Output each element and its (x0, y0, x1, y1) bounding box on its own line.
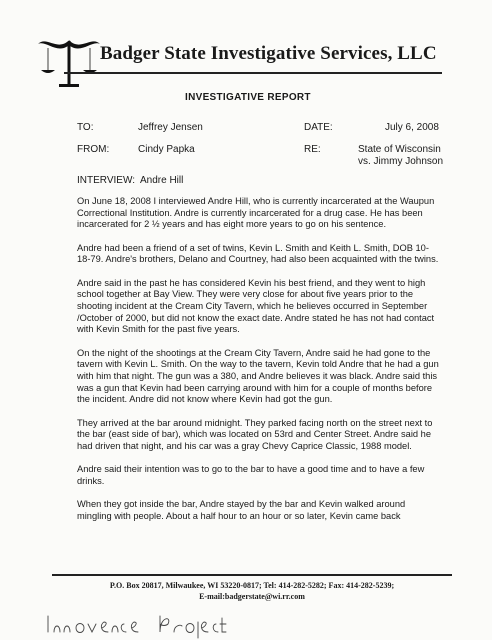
paragraph: Andre had been a friend of a set of twins, Kevin L. Smith and Keith L. Smith, DOB 10-18-79. Andre's brothers, Delano and Courtney, had also been acquainted with the twins. (77, 242, 439, 265)
re-label: RE: (304, 144, 321, 155)
footer-contact (52, 580, 452, 602)
to-label: TO: (77, 122, 94, 133)
to-value: Jeffrey Jensen (138, 122, 203, 133)
date-value: July 6, 2008 (385, 122, 439, 133)
paragraph: On June 18, 2008 I interviewed Andre Hill, who is currently incarcerated at the Waupun Correctional Institution. Andre is currently incarcerated for a drug case. He has been incarcerated for 2 ½ years and has eight more years to go on his sentence. (77, 196, 435, 230)
footer-address: P.O. Box 20817, Milwaukee, WI 53220-0817; Tel: 414-282-5282; Fax: 414-282-5239; (109, 581, 395, 590)
paragraph: They arrived at the bar around midnight. They parked facing north on the street next to the bar (east side of bar), which was located on 53rd and Center Street. Andre said he had driven that night, and his car was a gray Chevy Caprice Classic, 1988 model. (77, 417, 433, 451)
handwritten-note (40, 612, 340, 640)
report-title: INVESTIGATIVE REPORT (185, 92, 311, 103)
interview-line (77, 175, 183, 186)
date-label: DATE: (304, 122, 333, 133)
company-name: Badger State Investigative Services, LLC (100, 43, 437, 64)
report-body (77, 196, 440, 534)
interview-label: INTERVIEW: (77, 175, 135, 186)
footer-email: E-mail:badgerstate@wi.rr.com (199, 592, 305, 601)
paragraph: On the night of the shootings at the Cream City Tavern, Andre said he had gone to the tavern with Kevin L. Smith. On the way to the tavern, Kevin told Andre that he had a gun with him that night. The gun was a 380, and Andre believes it was black. Andre said this was a gun that Kevin had been carrying around with him for a couple of months before the incident. Andre did not know where Kevin had got the gun. (77, 347, 439, 405)
paragraph: Andre said in the past he has considered Kevin his best friend, and they went to high school together at Bay View. They were very close for about five years prior to the shooting incident at the Cream City Tavern, which he believes occurred in September /October of 2000, but did not know the exact date. Andre stated he has not had contact with Kevin Smith for the past five years. (77, 277, 435, 335)
paragraph: When they got inside the bar, Andre stayed by the bar and Kevin walked around mingling with people. About a half hour to an hour or so later, Kevin came back (77, 499, 406, 521)
header-divider (64, 72, 442, 74)
from-value: Cindy Papka (138, 144, 195, 155)
paragraph: Andre said their intention was to go to the bar to have a good time and to have a few drinks. (77, 464, 425, 486)
re-value: State of Wisconsin vs. Jimmy Johnson (358, 144, 444, 167)
scales-of-justice-logo (34, 34, 104, 90)
footer-divider (52, 574, 452, 576)
interview-value: Andre Hill (140, 175, 184, 186)
from-label: FROM: (77, 144, 110, 155)
